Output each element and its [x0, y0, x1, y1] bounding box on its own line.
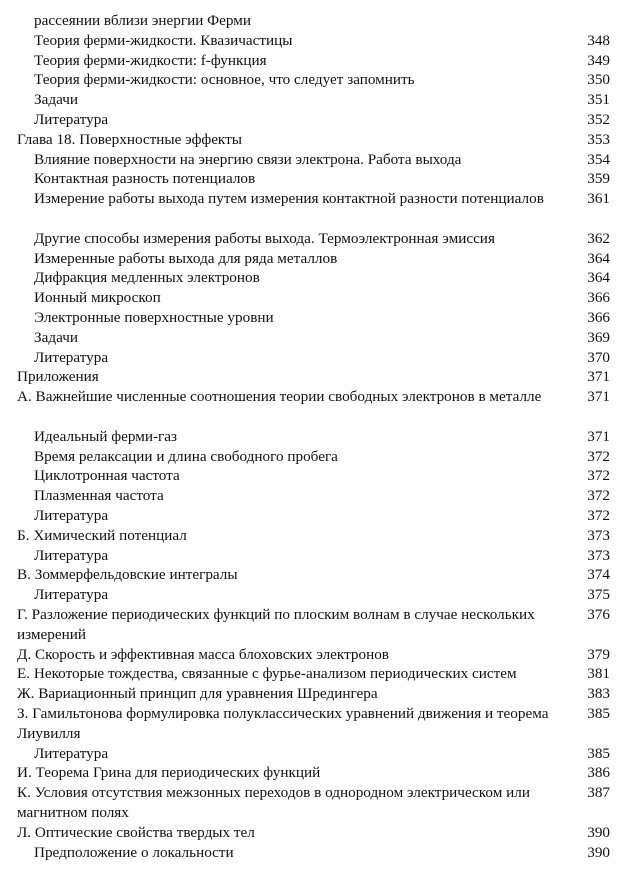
- toc-subsection-entry: [0, 11, 620, 31]
- toc-entry-title: Время релаксации и длина свободного пробега: [34, 447, 338, 465]
- toc-entry-page-number: 371: [587, 427, 610, 445]
- toc-subsection-entry: [0, 288, 620, 308]
- toc-entry-title: Приложения: [17, 368, 99, 386]
- toc-subsection-entry: [0, 189, 620, 229]
- toc-section-entry: [0, 704, 620, 744]
- toc-section-entry: [0, 684, 620, 704]
- toc-entry-title: Г. Разложение периодических функций по плоским волнам в случае нескольких измерений: [17, 606, 535, 643]
- toc-subsection-entry: [0, 843, 620, 863]
- toc-section-entry: [0, 645, 620, 665]
- toc-entry-title: Задачи: [34, 91, 78, 109]
- toc-entry-title: рассеянии вблизи энергии Ферми: [34, 12, 251, 29]
- toc-entry-page-number: 354: [587, 150, 610, 168]
- toc-entry-page-number: 370: [587, 348, 610, 366]
- toc-subsection-entry: [0, 90, 620, 110]
- toc-entry-title: Ионный микроскоп: [34, 289, 161, 307]
- toc-entry-title: Электронные поверхностные уровни: [34, 309, 274, 326]
- toc-entry-page-number: 383: [587, 685, 610, 703]
- toc-entry-page-number: 375: [587, 586, 610, 604]
- toc-section-entry: [0, 763, 620, 783]
- toc-subsection-entry: [0, 585, 620, 605]
- toc-entry-title: Измеренные работы выхода для ряда металлов: [34, 249, 338, 267]
- toc-entry-page-number: 376: [587, 606, 610, 623]
- toc-entry-page-number: 359: [587, 170, 610, 188]
- toc-subsection-entry: [0, 348, 620, 368]
- toc-entry-page-number: 371: [587, 388, 610, 406]
- toc-subsection-entry: [0, 229, 620, 249]
- toc-entry-page-number: 374: [587, 566, 610, 584]
- toc-entry-page-number: 372: [587, 447, 610, 465]
- toc-entry-title: Литература: [34, 507, 109, 524]
- toc-section-entry: [0, 823, 620, 843]
- toc-entry-page-number: 349: [587, 51, 610, 69]
- toc-section-entry: [0, 605, 620, 645]
- toc-entry-page-number: 390: [587, 843, 610, 861]
- toc-entry-page-number: 372: [587, 507, 610, 524]
- toc-entry-title: Предположение о локальности: [34, 843, 234, 861]
- toc-entry-title: Е. Некоторые тождества, связанные с фурье-анализом периодических систем: [17, 665, 517, 683]
- toc-entry-page-number: 361: [587, 190, 610, 208]
- toc-entry-page-number: 364: [587, 249, 610, 267]
- toc-subsection-entry: [0, 546, 620, 566]
- toc-entry-title: Плазменная частота: [34, 487, 164, 505]
- toc-entry-page-number: 350: [587, 71, 610, 89]
- toc-subsection-entry: [0, 447, 620, 467]
- toc-entry-page-number: 373: [587, 546, 610, 564]
- toc-entry-page-number: 379: [587, 645, 610, 663]
- toc-subsection-entry: [0, 110, 620, 130]
- toc-entry-title: Теория ферми-жидкости. Квазичастицы: [34, 31, 293, 49]
- toc-subsection-entry: [0, 466, 620, 486]
- toc-entry-title: В. Зоммерфельдовские интегралы: [17, 566, 238, 584]
- toc-entry-title: Дифракция медленных электронов: [34, 269, 260, 287]
- toc-section-entry: [0, 367, 620, 387]
- toc-entry-page-number: 364: [587, 269, 610, 287]
- toc-entry-page-number: 381: [587, 665, 610, 683]
- toc-subsection-entry: [0, 31, 620, 51]
- toc-entry-page-number: 348: [587, 31, 610, 49]
- toc-entry-title: Измерение работы выхода путем измерения контактной разности потенциалов: [34, 190, 544, 208]
- toc-subsection-entry: [0, 249, 620, 269]
- toc-section-entry: [0, 130, 620, 150]
- toc-entry-page-number: 369: [587, 328, 610, 346]
- toc-entry-title: Ж. Вариационный принцип для уравнения Шредингера: [17, 685, 378, 703]
- toc-section-entry: [0, 783, 620, 823]
- toc-subsection-entry: [0, 70, 620, 90]
- toc-entry-title: Контактная разность потенциалов: [34, 170, 256, 188]
- toc-subsection-entry: [0, 308, 620, 328]
- toc-entry-title: Литература: [34, 348, 109, 366]
- toc-entry-title: Циклотронная частота: [34, 467, 180, 485]
- toc-entry-title: А. Важнейшие численные соотношения теории свободных электронов в металле: [17, 388, 542, 406]
- toc-subsection-entry: [0, 506, 620, 526]
- toc-entry-title: Д. Скорость и эффективная масса блоховских электронов: [17, 645, 389, 663]
- toc-entry-page-number: 372: [587, 467, 610, 485]
- toc-entry-page-number: 351: [587, 91, 610, 109]
- toc-entry-title: Литература: [34, 111, 109, 128]
- toc-entry-title: Теория ферми-жидкости: f-функция: [34, 51, 267, 69]
- toc-entry-title: Задачи: [34, 328, 78, 346]
- toc-subsection-entry: [0, 427, 620, 447]
- toc-subsection-entry: [0, 150, 620, 170]
- toc-entry-title: Влияние поверхности на энергию связи электрона. Работа выхода: [34, 150, 462, 168]
- toc-subsection-entry: [0, 486, 620, 506]
- toc-subsection-entry: [0, 328, 620, 348]
- toc-entry-title: И. Теорема Грина для периодических функций: [17, 764, 321, 782]
- toc-subsection-entry: [0, 268, 620, 288]
- toc-section-entry: [0, 565, 620, 585]
- toc-entry-page-number: 386: [587, 764, 610, 782]
- toc-entry-page-number: 387: [587, 784, 610, 802]
- toc-entry-page-number: 352: [587, 111, 610, 128]
- toc-subsection-entry: [0, 744, 620, 764]
- toc-entry-title: К. Условия отсутствия межзонных переходов в однородном электрическом или магнитном полях: [17, 784, 530, 822]
- toc-subsection-entry: [0, 169, 620, 189]
- toc-subsection-entry: [0, 51, 620, 71]
- toc-entry-title: З. Гамильтонова формулировка полуклассических уравнений движения и теорема Лиувилля: [17, 705, 549, 742]
- toc-entry-title: Глава 18. Поверхностные эффекты: [17, 130, 242, 148]
- toc-entry-title: Литература: [34, 586, 109, 604]
- toc-entry-page-number: 362: [587, 229, 610, 247]
- toc-entry-title: Другие способы измерения работы выхода. Термоэлектронная эмиссия: [34, 229, 495, 247]
- toc-entry-page-number: 385: [587, 744, 610, 762]
- toc-entry-page-number: 373: [587, 526, 610, 544]
- toc-entry-page-number: 385: [587, 705, 610, 722]
- toc-entry-page-number: 366: [587, 309, 610, 326]
- toc-entry-page-number: 353: [587, 130, 610, 148]
- toc-entry-page-number: 372: [587, 487, 610, 505]
- toc-section-entry: [0, 387, 620, 427]
- toc-entry-title: Л. Оптические свойства твердых тел: [17, 823, 255, 841]
- toc-entry-page-number: 390: [587, 823, 610, 841]
- toc-entry-title: Литература: [34, 546, 109, 564]
- toc-entry-title: Идеальный ферми-газ: [34, 427, 177, 445]
- toc-section-entry: [0, 664, 620, 684]
- toc-section-entry: [0, 526, 620, 546]
- toc-entry-title: Теория ферми-жидкости: основное, что следует запомнить: [34, 71, 415, 89]
- toc-entry-title: Литература: [34, 744, 109, 762]
- toc-entry-page-number: 371: [587, 368, 610, 386]
- toc-entry-page-number: 366: [587, 289, 610, 307]
- toc-entry-title: Б. Химический потенциал: [17, 526, 187, 544]
